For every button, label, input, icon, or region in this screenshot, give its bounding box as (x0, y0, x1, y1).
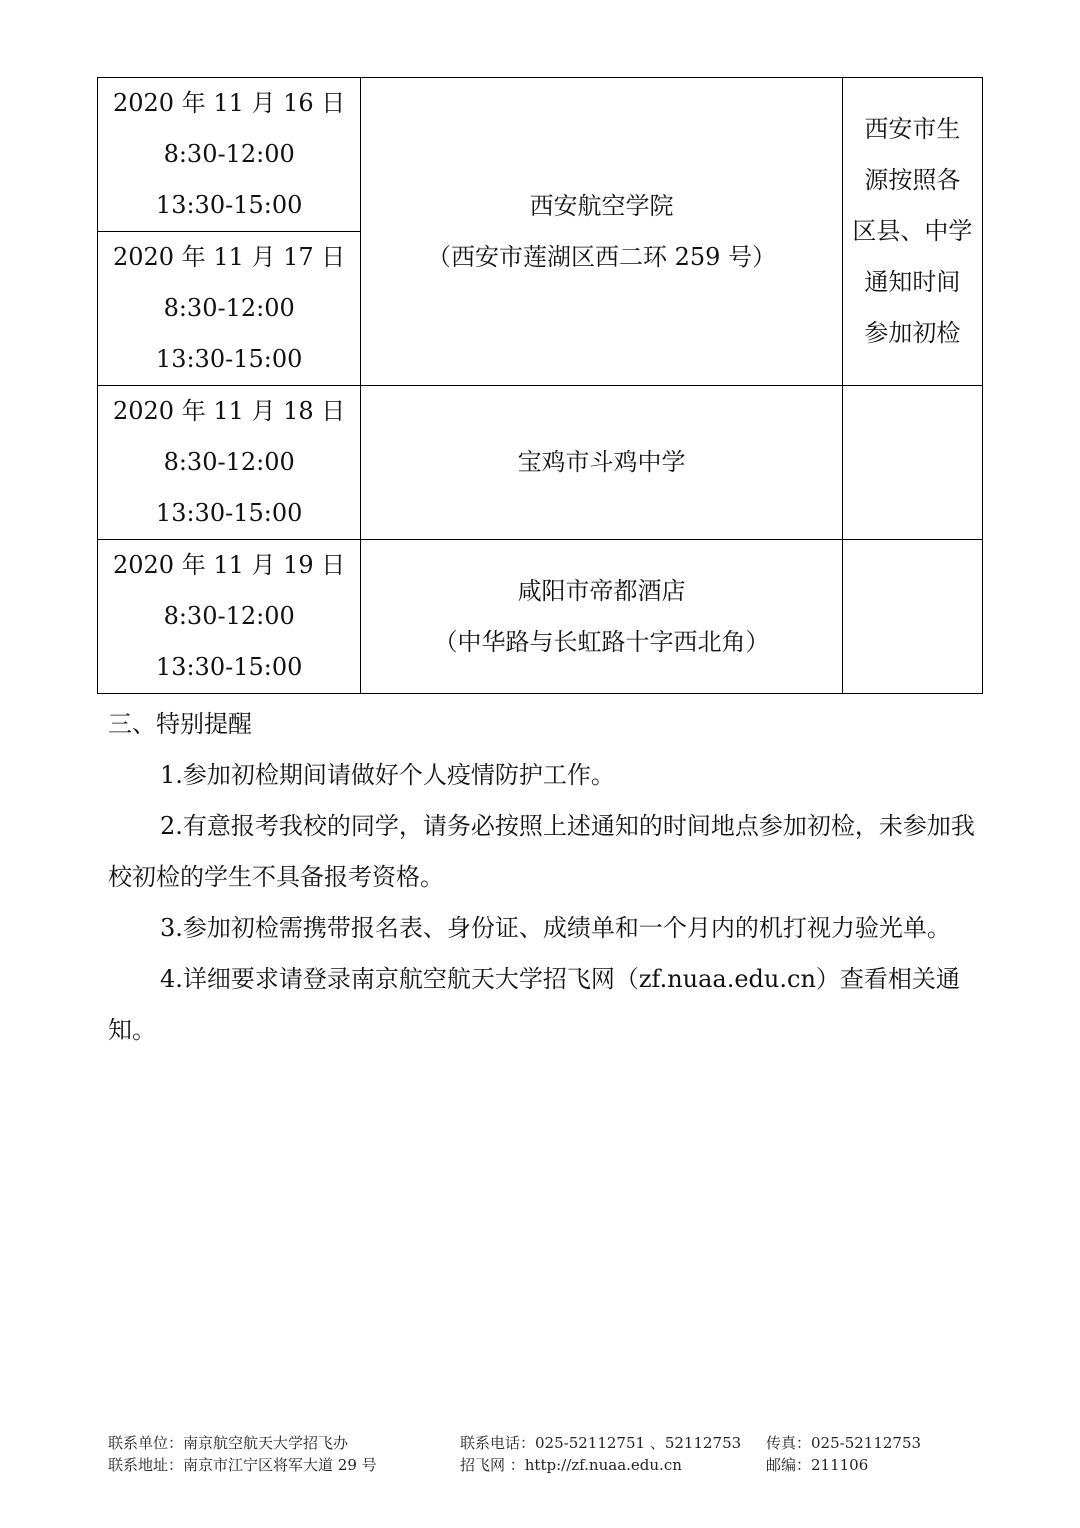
date-cell (98, 232, 361, 386)
schedule-table (97, 77, 983, 694)
morning-time: 8:30-12:00 (163, 448, 295, 476)
reminder-item: 3.参加初检需携带报名表、身份证、成绩单和一个月内的机打视力验光单。 (160, 914, 951, 942)
date-text: 2020 年 11 月 18 日 (112, 397, 346, 425)
venue-cell (361, 540, 843, 694)
venue-address: （中华路与长虹路十字西北角） (433, 627, 770, 656)
morning-time: 8:30-12:00 (163, 294, 295, 322)
morning-time: 8:30-12:00 (163, 602, 295, 630)
footer-col-right (766, 1432, 921, 1476)
afternoon-time: 13:30-15:00 (155, 653, 303, 681)
reminder-item: 2.有意报考我校的同学，请务必按照上述通知的时间地点参加初检，未参加我校初检的学生不具备报考资格。 (108, 812, 975, 891)
date-cell (98, 386, 361, 540)
date-cell (98, 78, 361, 232)
date-text: 2020 年 11 月 16 日 (112, 89, 346, 117)
contact-unit: 联系单位：南京航空航天大学招飞办 (108, 1434, 349, 1452)
venue-name: 西安航空学院 (529, 191, 674, 220)
footer-col-middle (460, 1432, 741, 1476)
contact-website: 招飞网 ：http://zf.nuaa.edu.cn (460, 1456, 682, 1474)
note-cell-empty (842, 386, 982, 540)
note-cell-empty (842, 540, 982, 694)
note-cell (842, 78, 982, 386)
reminder-item: 4.详细要求请登录南京航空航天大学招飞网（zf.nuaa.edu.cn）查看相关通知。 (108, 965, 960, 1044)
note-line: 通知时间 (864, 268, 961, 296)
section-heading: 三、特别提醒 (108, 710, 252, 738)
note-line: 源按照各 (864, 166, 961, 194)
afternoon-time: 13:30-15:00 (155, 499, 303, 527)
date-text: 2020 年 11 月 19 日 (112, 551, 346, 579)
reminder-item: 1.参加初检期间请做好个人疫情防护工作。 (160, 761, 615, 789)
note-line: 西安市生 (864, 115, 961, 143)
afternoon-time: 13:30-15:00 (155, 191, 303, 219)
note-line: 区县、中学 (852, 217, 973, 245)
special-reminder-section (108, 699, 978, 1056)
venue-cell (361, 386, 843, 540)
venue-name: 咸阳市帝都酒店 (517, 576, 686, 605)
note-line: 参加初检 (864, 319, 961, 347)
contact-fax: 传真：025-52112753 (766, 1434, 922, 1452)
contact-phone: 联系电话：025-52112751 、52112753 (460, 1434, 742, 1452)
venue-cell (361, 78, 843, 386)
venue-address: （西安市莲湖区西二环 259 号） (427, 242, 777, 271)
contact-postcode: 邮编：211106 (766, 1456, 869, 1474)
contact-address: 联系地址：南京市江宁区将军大道 29 号 (108, 1456, 377, 1474)
venue-name: 宝鸡市斗鸡中学 (517, 448, 686, 476)
table-row (98, 78, 983, 232)
morning-time: 8:30-12:00 (163, 140, 295, 168)
footer-col-left (108, 1432, 377, 1476)
table-row (98, 386, 983, 540)
afternoon-time: 13:30-15:00 (155, 345, 303, 373)
table-row (98, 540, 983, 694)
date-cell (98, 540, 361, 694)
date-text: 2020 年 11 月 17 日 (112, 243, 346, 271)
